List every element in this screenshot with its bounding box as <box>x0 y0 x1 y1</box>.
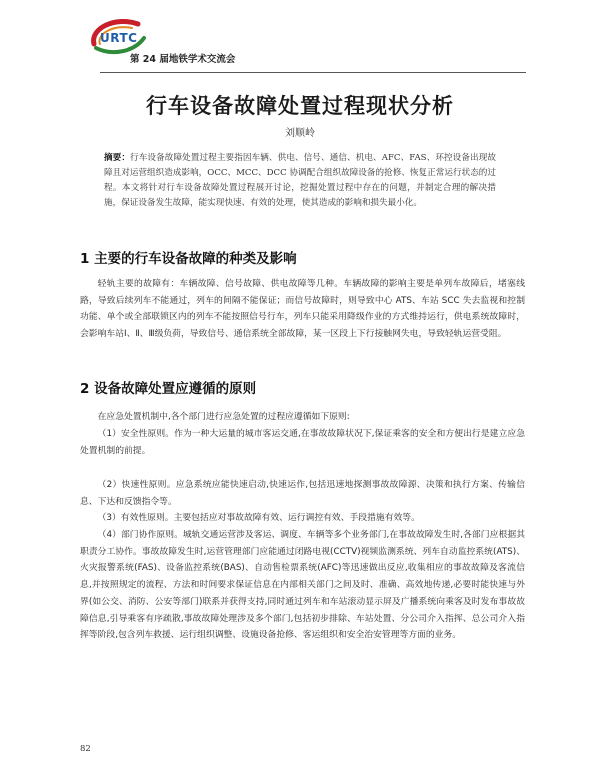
conference-name: 第 24 届地铁学术交流会 <box>130 54 236 65</box>
abstract-text: 行车设备故障处置过程主要指因车辆、供电、信号、通信、机电、AFC、FAS、环控设备出现故障且对运营组织造成影响，OCC、MCC、DCC 协调配合组织故障设备的抢修、恢复正常运行状态的过程。本文将针对行车设备故障处置过程展开讨论，挖掘处置过程中存在的问题，并制定合理的解决措施，保证设备发生故障，能实现快速、有效的处理，使其造成的影响和损失最小化。 <box>104 153 496 208</box>
logo-text: URTC <box>100 31 138 45</box>
page-header <box>86 14 526 74</box>
section-1-paragraph: 轻轨主要的故障有：车辆故障、信号故障、供电故障等几种。车辆故障的影响主要是单列车故障后，堵塞线路，导致后续列车不能通过，列车的间隔不能保证；而信号故障时，则导致中心 ATS、车站 SCC 失去监视和控制功能、单个或全部联锁区内的列车不能按照信号行车，列车只能采用降级作业的方式维持运行，供电系统故障时，会影响车站Ⅰ、Ⅱ、Ⅲ级负荷，导致信号、通信系统全部故障，某一区段上下行接触网失电，导致轻轨运营受阻。 <box>80 279 525 340</box>
paper-author: 刘顺岭 <box>285 128 315 139</box>
section-2-intro: 在应急处置机制中,各个部门进行应急处置的过程应遵循如下原则: <box>97 412 350 422</box>
paper-title: 行车设备故障处置过程现状分析 <box>146 94 454 118</box>
principle-safety: （1）安全性原则。作为一种大运量的城市客运交通,在事故故障状况下,保证乘客的安全和方便出行是建立应急处置机制的前提。 <box>80 429 525 456</box>
abstract <box>104 151 496 211</box>
header-divider <box>100 72 526 73</box>
principle-speed: （2）快速性原则。应急系统应能快速启动,快速运作,包括迅速地探测事故故障源、决策和执行方案、传输信息、下达和反馈指令等。 <box>80 480 525 507</box>
section-2-heading: 2 设备故障处置应遵循的原则 <box>80 381 257 397</box>
principle-effectiveness: （3）有效性原则。主要包括应对事故故障有效、运行调控有效、手段措施有效等。 <box>97 513 420 523</box>
section-1-heading: 1 主要的行车设备故障的种类及影响 <box>80 251 297 267</box>
page-number: 82 <box>80 744 91 754</box>
principle-cooperation: （4）部门协作原则。城轨交通运营涉及客运、调度、车辆等多个业务部门,在事故故障发生时,各部门应根据其职责分工协作。事故故障发生时,运营管理部门应能通过闭路电视(CCTV)视频监测系统、列车自动监控系统(ATS)、火灾报警系统(FAS)、设备监控系统(BAS)、自动售检票系统(AFC)等迅速做出反应,收集相应的事故故障及客流信息,并按照规定的流程、方法和时间要求保证信息在内部相关部门之间及时、准确、高效地传递,必要时能快速与外界(如公交、消防、公安等部门)联系并获得支持,同时通过列车和车站滚动显示屏及广播系统向乘客及时发布事故故障信息,引导乘客有序疏散,事故故障处理涉及多个部门,包括初步排除、车站处置、分公司介入指挥、总公司介入指挥等阶段,包含列车救援、运行组织调整、设施设备抢修、客运组织和安全治安管理等方面的业务。 <box>80 530 525 641</box>
abstract-label: 摘要： <box>104 153 131 163</box>
